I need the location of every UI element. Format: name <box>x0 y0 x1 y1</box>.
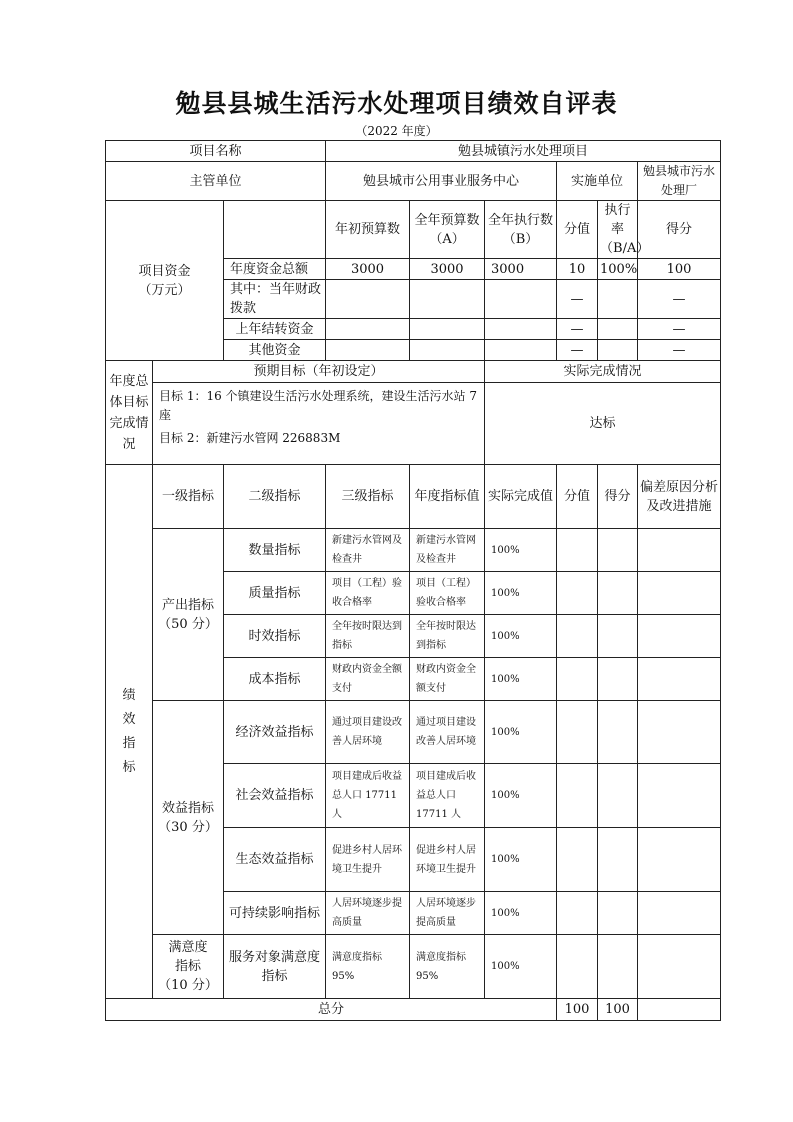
funds-row-executed <box>485 280 557 319</box>
perf-score <box>598 764 638 828</box>
perf-header-score: 得分 <box>598 465 638 529</box>
perf-score <box>598 615 638 658</box>
perf-l3: 人居环境逐步提高质量 <box>326 892 410 935</box>
perf-group-output: 产出指标 （50 分） <box>153 529 224 701</box>
perf-l3: 财政内资金全额支付 <box>326 658 410 701</box>
perf-score-full <box>557 892 598 935</box>
perf-group-satisfaction: 满意度指标 （10 分） <box>153 935 224 999</box>
perf-reason <box>638 615 721 658</box>
perf-actual: 100% <box>485 529 557 572</box>
funds-row-initial: 3000 <box>326 259 410 280</box>
perf-reason <box>638 764 721 828</box>
perf-l2: 成本指标 <box>224 658 326 701</box>
goal-1: 目标 1：16 个镇建设生活污水处理系统，建设生活污水站 7 座 <box>159 389 477 422</box>
impl-value: 勉县城市污水处理厂 <box>638 162 721 201</box>
funds-row-executed <box>485 340 557 361</box>
funds-row-rate <box>598 280 638 319</box>
perf-reason <box>638 658 721 701</box>
perf-l2: 可持续影响指标 <box>224 892 326 935</box>
perf-l3: 通过项目建设改善人居环境 <box>326 701 410 764</box>
perf-actual: 100% <box>485 828 557 892</box>
funds-row-score: — <box>638 340 721 361</box>
funds-row-annual: 3000 <box>410 259 485 280</box>
perf-label: 绩效指标 <box>106 465 153 999</box>
perf-header-target: 年度指标值 <box>410 465 485 529</box>
funds-row-score-full: — <box>557 319 598 340</box>
perf-target: 通过项目建设改善人居环境 <box>410 701 485 764</box>
total-score-full: 100 <box>557 999 598 1021</box>
perf-score-full <box>557 828 598 892</box>
goal-2: 目标 2：新建污水管网 226883M <box>159 431 341 445</box>
funds-header-score-full: 分值 <box>557 201 598 259</box>
funds-row-executed <box>485 319 557 340</box>
funds-header-blank <box>224 201 326 259</box>
perf-l2: 时效指标 <box>224 615 326 658</box>
perf-reason <box>638 529 721 572</box>
total-label: 总分 <box>106 999 557 1021</box>
perf-score-full <box>557 701 598 764</box>
perf-actual: 100% <box>485 701 557 764</box>
perf-score-full <box>557 658 598 701</box>
perf-score-full <box>557 572 598 615</box>
perf-reason <box>638 701 721 764</box>
perf-reason <box>638 572 721 615</box>
total-blank <box>638 999 721 1021</box>
funds-row-initial <box>326 280 410 319</box>
funds-row-score: — <box>638 319 721 340</box>
goals-actual-value: 达标 <box>485 383 721 465</box>
funds-header-executed: 全年执行数（B） <box>485 201 557 259</box>
funds-header-rate: 执行率（B/A） <box>598 201 638 259</box>
project-name-value: 勉县城镇污水处理项目 <box>326 141 721 162</box>
funds-row-rate: 100% <box>598 259 638 280</box>
project-name-label: 项目名称 <box>106 141 326 162</box>
evaluation-table <box>105 140 721 1021</box>
perf-score <box>598 658 638 701</box>
funds-row-initial <box>326 319 410 340</box>
funds-row-rate <box>598 340 638 361</box>
funds-row-score-full: — <box>557 280 598 319</box>
funds-row-score-full: — <box>557 340 598 361</box>
perf-target: 全年按时限达到指标 <box>410 615 485 658</box>
perf-reason <box>638 828 721 892</box>
perf-l3: 满意度指标 95% <box>326 935 410 999</box>
goals-expected-header: 预期目标（年初设定） <box>153 361 485 383</box>
funds-row-score: 100 <box>638 259 721 280</box>
perf-target: 项目（工程）验收合格率 <box>410 572 485 615</box>
total-score: 100 <box>598 999 638 1021</box>
perf-target: 财政内资金全额支付 <box>410 658 485 701</box>
funds-row-annual <box>410 280 485 319</box>
perf-target: 促进乡村人居环境卫生提升 <box>410 828 485 892</box>
perf-l3: 项目建成后收益总人口 17711 人 <box>326 764 410 828</box>
perf-actual: 100% <box>485 572 557 615</box>
goals-label: 年度总体目标完成情况 <box>106 361 153 465</box>
perf-score <box>598 701 638 764</box>
funds-header-annual: 全年预算数（A） <box>410 201 485 259</box>
perf-header-l1: 一级指标 <box>153 465 224 529</box>
dept-value: 勉县城市公用事业服务中心 <box>326 162 557 201</box>
perf-l2: 服务对象满意度指标 <box>224 935 326 999</box>
funds-header-score: 得分 <box>638 201 721 259</box>
funds-row-score: — <box>638 280 721 319</box>
perf-header-reason: 偏差原因分析及改进措施 <box>638 465 721 529</box>
funds-row-label: 其他资金 <box>224 340 326 361</box>
perf-target: 项目建成后收益总人口 17711 人 <box>410 764 485 828</box>
perf-l3: 项目（工程）验收合格率 <box>326 572 410 615</box>
funds-header-initial: 年初预算数 <box>326 201 410 259</box>
goals-actual-header: 实际完成情况 <box>485 361 721 383</box>
dept-label: 主管单位 <box>106 162 326 201</box>
perf-actual: 100% <box>485 892 557 935</box>
impl-label: 实施单位 <box>557 162 638 201</box>
perf-l2: 质量指标 <box>224 572 326 615</box>
funds-row-annual <box>410 340 485 361</box>
perf-actual: 100% <box>485 658 557 701</box>
funds-label-cell <box>106 201 224 361</box>
funds-row-executed: 3000 <box>485 259 557 280</box>
funds-row-annual <box>410 319 485 340</box>
year-label: （2022 年度） <box>355 124 438 138</box>
funds-row-initial <box>326 340 410 361</box>
page-title: 勉县县城生活污水处理项目绩效自评表 <box>175 89 618 118</box>
perf-header-l3: 三级指标 <box>326 465 410 529</box>
perf-score <box>598 935 638 999</box>
perf-l3: 全年按时限达到指标 <box>326 615 410 658</box>
perf-score <box>598 828 638 892</box>
perf-score <box>598 529 638 572</box>
funds-row-label: 上年结转资金 <box>224 319 326 340</box>
perf-header-l2: 二级指标 <box>224 465 326 529</box>
funds-label: 项目资金 <box>138 263 191 279</box>
perf-header-actual: 实际完成值 <box>485 465 557 529</box>
perf-reason <box>638 892 721 935</box>
perf-l2: 社会效益指标 <box>224 764 326 828</box>
funds-row-label: 其中：当年财政拨款 <box>224 280 326 319</box>
perf-actual: 100% <box>485 935 557 999</box>
perf-score <box>598 572 638 615</box>
perf-target: 人居环境逐步提高质量 <box>410 892 485 935</box>
funds-row-score-full: 10 <box>557 259 598 280</box>
perf-l2: 数量指标 <box>224 529 326 572</box>
perf-l2: 经济效益指标 <box>224 701 326 764</box>
perf-score-full <box>557 615 598 658</box>
funds-row-label: 年度资金总额 <box>224 259 326 280</box>
perf-actual: 100% <box>485 615 557 658</box>
perf-target: 新建污水管网及检查井 <box>410 529 485 572</box>
perf-score <box>598 892 638 935</box>
perf-score-full <box>557 764 598 828</box>
perf-target: 满意度指标 95% <box>410 935 485 999</box>
perf-actual: 100% <box>485 764 557 828</box>
perf-l3: 新建污水管网及检查井 <box>326 529 410 572</box>
perf-header-score-full: 分值 <box>557 465 598 529</box>
funds-unit: （万元） <box>138 282 191 298</box>
perf-l3: 促进乡村人居环境卫生提升 <box>326 828 410 892</box>
perf-group-benefit: 效益指标 （30 分） <box>153 701 224 935</box>
perf-score-full <box>557 935 598 999</box>
perf-l2: 生态效益指标 <box>224 828 326 892</box>
goals-expected-cell <box>153 383 485 465</box>
perf-score-full <box>557 529 598 572</box>
funds-row-rate <box>598 319 638 340</box>
perf-reason <box>638 935 721 999</box>
